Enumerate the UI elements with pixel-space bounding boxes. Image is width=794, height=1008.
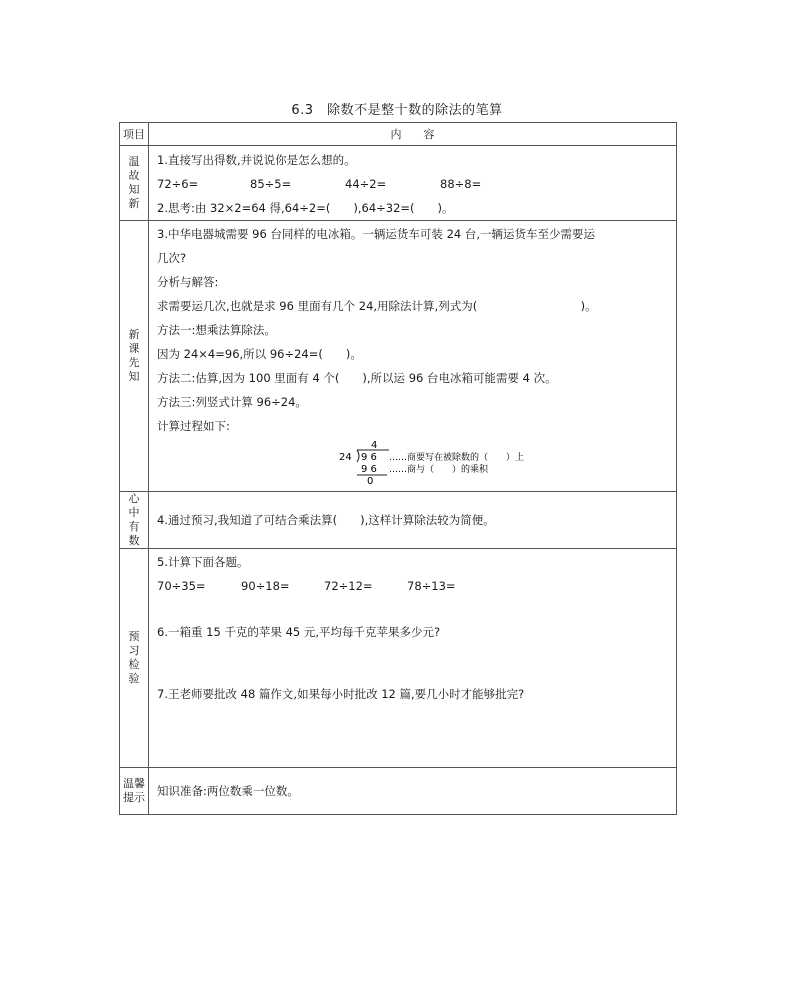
expression-item: 72÷6= [157, 177, 199, 191]
header-item: 项目 [120, 123, 149, 146]
section-label-insight: 心中有数 [120, 492, 149, 549]
worksheet-table [119, 122, 677, 815]
section-content-insight [149, 492, 677, 549]
spacer [157, 598, 676, 620]
method-1: 方法一:想乘法算除法。 [157, 323, 276, 337]
section-content-tips [149, 768, 677, 815]
question-3-line-1: 3.中华电器城需要 96 台同样的电冰箱。一辆运货车可装 24 台,一辆运货车至少需要运 [157, 227, 596, 241]
analysis-heading: 分析与解答: [157, 275, 219, 289]
long-division-diagram [157, 438, 676, 482]
section-new-lesson [120, 221, 677, 492]
section-label-preview-check: 预习检验 [120, 549, 149, 768]
section-preview-check [120, 549, 677, 768]
tips-text: 知识准备:两位数乘一位数。 [157, 784, 299, 798]
question-3-line-2: 几次? [157, 251, 187, 265]
expression-item: 44÷2= [345, 177, 387, 191]
process-heading: 计算过程如下: [157, 419, 230, 433]
product: 9 6 [361, 464, 377, 475]
expression-item: 78÷13= [407, 579, 456, 593]
question-2: 2.思考:由 32×2=64 得,64÷2=( ),64÷32=( )。 [157, 201, 454, 215]
table-header-row [120, 123, 677, 146]
header-content: 内 容 [149, 123, 677, 146]
expression-row [157, 574, 676, 598]
answer-space [157, 644, 676, 682]
page-title: 6.3 除数不是整十数的除法的笔算 [291, 103, 503, 118]
method-1-detail: 因为 24×4=96,所以 96÷24=( )。 [157, 347, 362, 361]
division-bracket [357, 450, 359, 462]
section-content-review [149, 146, 677, 221]
section-tips [120, 768, 677, 815]
expression-item: 90÷18= [241, 579, 290, 593]
annotation-1: ……商要写在被除数的（ ）上 [389, 453, 525, 463]
method-2: 方法二:估算,因为 100 里面有 4 个( ),所以运 96 台电冰箱可能需要 4 次。 [157, 371, 557, 385]
section-content-new-lesson [149, 221, 677, 492]
expression-item: 85÷5= [250, 177, 292, 191]
section-label-tips: 温馨提示 [120, 768, 149, 815]
remainder: 0 [367, 476, 374, 484]
explanation-text: 求需要运几次,也就是求 96 里面有几个 24,用除法计算,列式为( )。 [157, 299, 597, 313]
section-label-review: 温故知新 [120, 146, 149, 221]
expression-item: 72÷12= [324, 579, 373, 593]
section-label-new-lesson: 新课先知 [120, 221, 149, 492]
quotient: 4 [371, 440, 378, 451]
long-division-svg [337, 438, 577, 484]
expression-item: 70÷35= [157, 579, 206, 593]
expression-item: 88÷8= [440, 177, 482, 191]
section-review [120, 146, 677, 221]
divisor: 24 [339, 452, 352, 463]
method-3: 方法三:列竖式计算 96÷24。 [157, 395, 307, 409]
question-1: 1.直接写出得数,并说说你是怎么想的。 [157, 153, 356, 167]
section-content-preview-check [149, 549, 677, 768]
question-6: 6.一箱重 15 千克的苹果 45 元,平均每千克苹果多少元? [157, 625, 441, 639]
dividend: 9 6 [361, 452, 377, 463]
question-5: 5.计算下面各题。 [157, 555, 249, 569]
section-insight [120, 492, 677, 549]
annotation-2: ……商与（ ）的乘积 [389, 465, 489, 475]
expression-row [157, 172, 676, 196]
question-4: 4.通过预习,我知道了可结合乘法算( ),这样计算除法较为简便。 [157, 513, 495, 527]
question-7: 7.王老师要批改 48 篇作文,如果每小时批改 12 篇,要几小时才能够批完? [157, 687, 525, 701]
